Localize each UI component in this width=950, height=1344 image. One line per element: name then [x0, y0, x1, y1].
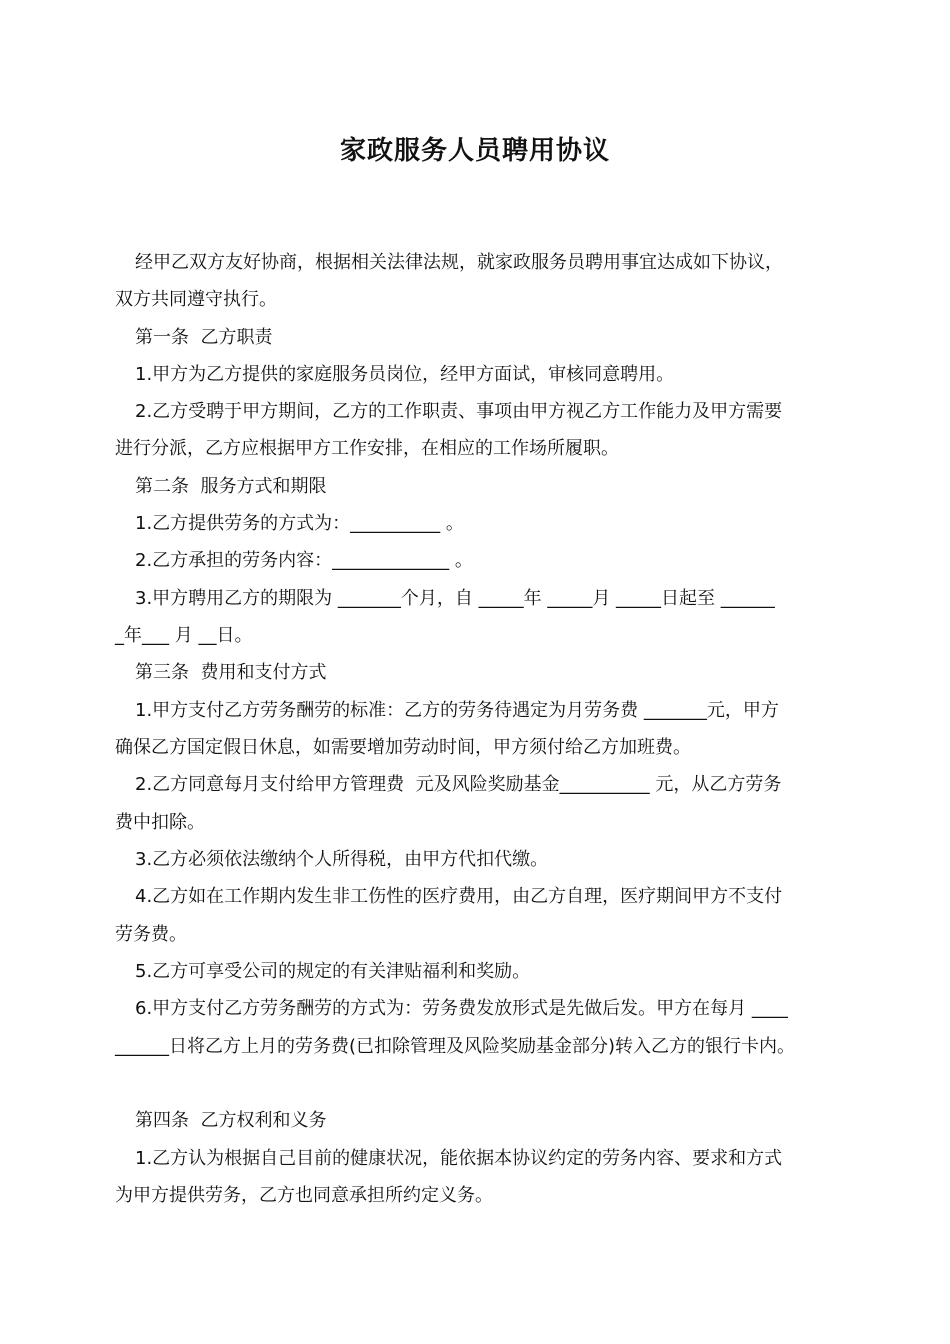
document-title: 家政服务人员聘用协议 — [339, 136, 610, 166]
article-2-item-1: 1.乙方提供劳务的方式为：__________ 。 — [135, 513, 464, 534]
article-3-item-2-line-2: 费中扣除。 — [115, 812, 205, 833]
article-2-item-3-line-2: _年___ 月 __日。 — [115, 625, 253, 646]
article-2-item-3-line-1: 3.甲方聘用乙方的期限为 _______个月，自 _____年 _____月 _____日起至 ______ — [135, 588, 775, 609]
article-4-item-1-line-2: 为甲方提供劳务，乙方也同意承担所约定义务。 — [115, 1185, 493, 1206]
article-3-heading: 第三条 费用和支付方式 — [135, 662, 327, 683]
article-3-item-1-line-1: 1.甲方支付乙方劳务酬劳的标准：乙方的劳务待遇定为月劳务费 _______元，甲方 — [135, 700, 779, 721]
article-2-heading: 第二条 服务方式和期限 — [135, 476, 327, 497]
article-3-item-2-line-1: 2.乙方同意每月支付给甲方管理费 元及风险奖励基金__________ 元，从乙方劳务 — [135, 774, 782, 795]
article-3-item-4-line-2: 劳务费。 — [115, 924, 187, 945]
article-3-item-6-line-2: ______日将乙方上月的劳务费(已扣除管理及风险奖励基金部分)转入乙方的银行卡内。 — [115, 1036, 796, 1057]
article-1-item-2-line-1: 2.乙方受聘于甲方期间，乙方的工作职责、事项由甲方视乙方工作能力及甲方需要 — [135, 401, 783, 422]
article-3-item-6-line-1: 6.甲方支付乙方劳务酬劳的方式为：劳务费发放形式是先做后发。甲方在每月 ____ — [135, 998, 788, 1019]
intro-line-2: 双方共同遵守执行。 — [115, 289, 277, 310]
article-3-item-5: 5.乙方可享受公司的规定的有关津贴福利和奖励。 — [135, 961, 531, 982]
article-2-item-2: 2.乙方承担的劳务内容：_____________ 。 — [135, 550, 473, 571]
article-4-item-1-line-1: 1.乙方认为根据自己目前的健康状况，能依据本协议约定的劳务内容、要求和方式 — [135, 1148, 783, 1169]
article-4-heading: 第四条 乙方权利和义务 — [135, 1110, 327, 1131]
article-3-item-4-line-1: 4.乙方如在工作期内发生非工伤性的医疗费用，由乙方自理，医疗期间甲方不支付 — [135, 886, 783, 907]
article-3-item-3: 3.乙方必须依法缴纳个人所得税，由甲方代扣代缴。 — [135, 849, 549, 870]
article-1-heading: 第一条 乙方职责 — [135, 327, 273, 348]
article-3-item-1-line-2: 确保乙方国定假日休息，如需要增加劳动时间，甲方须付给乙方加班费。 — [115, 737, 691, 758]
intro-line-1: 经甲乙双方友好协商，根据相关法律法规，就家政服务员聘用事宜达成如下协议， — [135, 252, 783, 273]
article-1-item-1: 1.甲方为乙方提供的家庭服务员岗位，经甲方面试，审核同意聘用。 — [135, 364, 675, 385]
article-1-item-2-line-2: 进行分派，乙方应根据甲方工作安排，在相应的工作场所履职。 — [115, 438, 619, 459]
